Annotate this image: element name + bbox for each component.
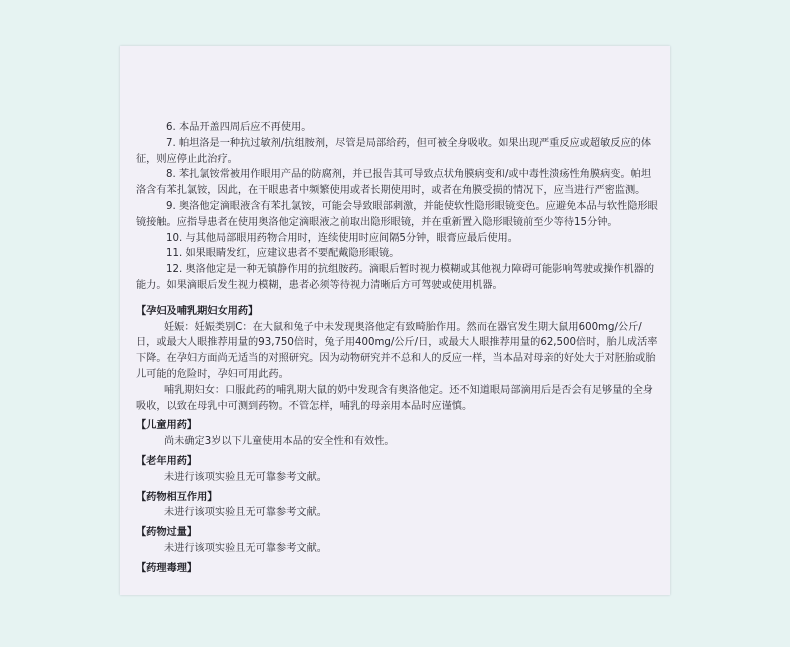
pregnancy-paragraph: 妊娠：妊娠类别C：在大鼠和兔子中未发现奥洛他定有致畸胎作用。然而在器官发生期大鼠用600mg/公斤/日，或最大人眼推荐用量的93,750倍时，兔子用400mg/公斤/日，或最大人眼推荐用量的62,500倍时，胎儿成活率下降。在孕妇方面尚无适当的对照研究。因为动物研究并不总和人的反应一样，当本品对母亲的好处大于对胚胎或胎儿可能的危险时，孕妇可用此药。 [136, 321, 658, 380]
precaution-item-7: 7. 帕坦洛是一种抗过敏剂/抗组胺剂，尽管是局部给药，但可被全身吸收。如果出现严重反应或超敏反应的体征，则应停止此治疗。 [136, 137, 652, 165]
precaution-item-9: 9. 奥洛他定滴眼液含有苯扎氯铵，可能会导致眼部刺激，并能使软性隐形眼镜变色。应避免本品与软性隐形眼镜接触。应指导患者在使用奥洛他定滴眼液之前取出隐形眼镜，并在重新置入隐形眼镜前至少等待15分钟。 [136, 200, 658, 228]
document-content [136, 120, 658, 577]
precaution-item-8: 8. 苯扎氯铵常被用作眼用产品的防腐剂，并已报告其可导致点状角膜病变和/或中毒性溃疡性角膜病变。帕坦洛含有苯扎氯铵，因此，在干眼患者中频繁使用或者长期使用时，或者在角膜受损的情况下，应当进行严密监测。 [136, 169, 652, 197]
document-page [120, 46, 670, 595]
section-title-children: 【儿童用药】 [136, 420, 198, 432]
children-text: 尚未确定3岁以下儿童使用本品的安全性和有效性。 [164, 436, 395, 448]
overdose-text: 未进行该项实验且无可靠参考文献。 [164, 542, 327, 554]
precaution-item-6: 6. 本品开盖四周后应不再使用。 [166, 122, 312, 133]
section-title-interaction: 【药物相互作用】 [136, 491, 218, 503]
interaction-text: 未进行该项实验且无可靠参考文献。 [164, 507, 327, 519]
section-title-elderly: 【老年用药】 [136, 455, 198, 467]
precaution-item-12: 12. 奥洛他定是一种无镇静作用的抗组胺药。滴眼后暂时视力模糊或其他视力障碍可能影响驾驶或操作机器的能力。如果滴眼后发生视力模糊，患者必须等待视力清晰后方可驾驶或使用机器。 [136, 264, 655, 291]
precaution-item-11: 11. 如果眼睛发红，应建议患者不要配戴隐形眼镜。 [166, 248, 400, 260]
elderly-text: 未进行该项实验且无可靠参考文献。 [164, 471, 327, 483]
lactation-paragraph: 哺乳期妇女：口服此药的哺乳期大鼠的奶中发现含有奥洛他定。还不知道眼局部滴用后是否会有足够量的全身吸收，以致在母乳中可测到药物。不管怎样，哺乳的母亲用本品时应谨慎。 [136, 384, 653, 412]
section-title-overdose: 【药物过量】 [136, 527, 198, 539]
section-title-pregnancy: 【孕妇及哺乳期妇女用药】 [136, 305, 259, 317]
precaution-item-10: 10. 与其他局部眼用药物合用时，连续使用时应间隔5分钟，眼膏应最后使用。 [166, 232, 518, 244]
section-title-toxicology: 【药理毒理】 [136, 562, 198, 574]
